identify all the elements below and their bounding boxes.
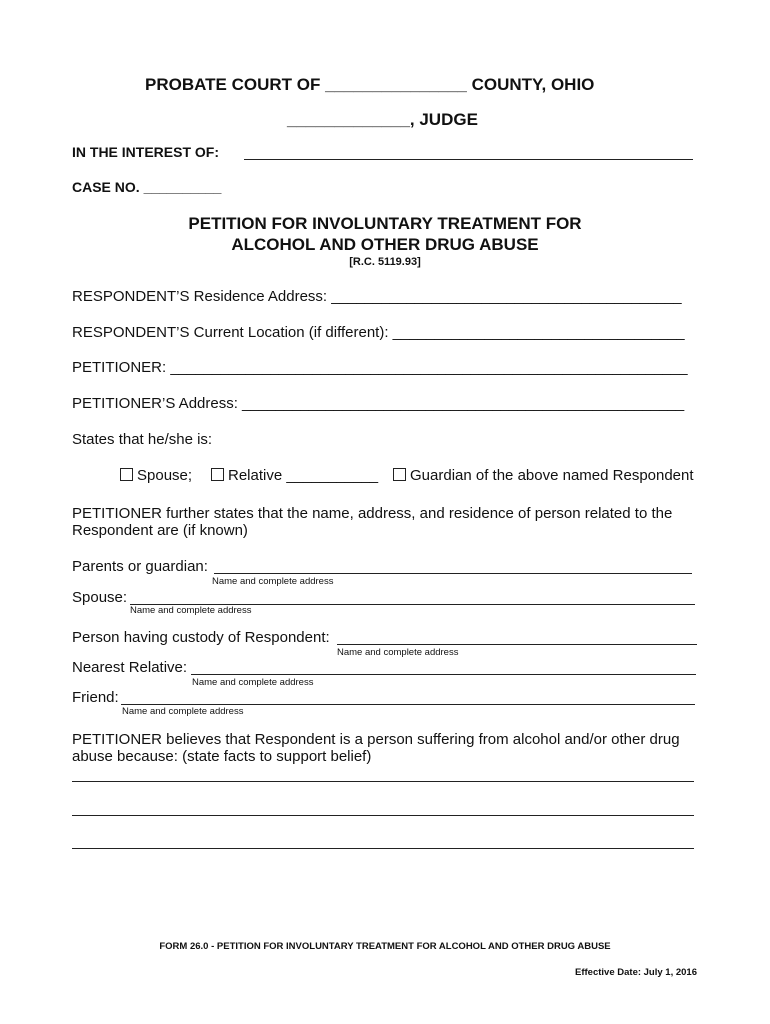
spouse-caption: Name and complete address	[130, 605, 252, 616]
spouse-label: Spouse:	[72, 589, 128, 606]
spouse-checkbox[interactable]	[120, 468, 133, 481]
case-number-label: CASE NO. __________	[72, 179, 222, 195]
nearest-relative-field[interactable]	[191, 674, 696, 675]
statute-reference: [R.C. 5119.93]	[349, 256, 421, 268]
guardian-option[interactable]	[393, 467, 694, 484]
states-intro: States that he/she is:	[72, 431, 213, 448]
friend-field[interactable]	[121, 704, 695, 705]
petition-title-line1: PETITION FOR INVOLUNTARY TREATMENT FOR	[188, 214, 582, 233]
friend-caption: Name and complete address	[122, 706, 244, 717]
relative-option[interactable]	[211, 467, 378, 484]
further-statement-line2: Respondent are (if known)	[72, 522, 248, 539]
interest-field[interactable]	[244, 159, 693, 160]
residence-address-field[interactable]: RESPONDENT’S Residence Address: __________________________________________	[72, 288, 682, 305]
further-statement-line1: PETITIONER further states that the name, address, and residence of person related to the	[72, 505, 673, 522]
spouse-option-label: Spouse;	[137, 467, 193, 484]
belief-statement-line1: PETITIONER believes that Respondent is a person suffering from alcohol and/or other drug	[72, 731, 680, 748]
nearest-relative-label: Nearest Relative:	[72, 659, 188, 676]
petition-title-line2: ALCOHOL AND OTHER DRUG ABUSE	[231, 235, 539, 254]
parents-guardian-label: Parents or guardian:	[72, 558, 208, 575]
parents-guardian-caption: Name and complete address	[212, 576, 334, 587]
petitioner-address-field[interactable]: PETITIONER’S Address: _____________________________________________________	[72, 395, 685, 412]
nearest-relative-caption: Name and complete address	[192, 677, 314, 688]
spouse-option[interactable]	[120, 467, 192, 484]
relative-checkbox[interactable]	[211, 468, 224, 481]
friend-label: Friend:	[72, 689, 119, 706]
facts-line-3[interactable]	[72, 848, 694, 849]
petitioner-field[interactable]: PETITIONER: ______________________________________________________________	[72, 359, 688, 376]
judge-heading: _____________, JUDGE	[287, 110, 478, 129]
custody-caption: Name and complete address	[337, 647, 459, 658]
form-title-footer: FORM 26.0 - PETITION FOR INVOLUNTARY TREATMENT FOR ALCOHOL AND OTHER DRUG ABUSE	[159, 941, 611, 952]
parents-guardian-field[interactable]	[214, 573, 692, 574]
relative-option-label: Relative ___________	[228, 467, 379, 484]
custody-field[interactable]	[337, 644, 697, 645]
guardian-option-label: Guardian of the above named Respondent	[410, 467, 694, 484]
facts-line-2[interactable]	[72, 815, 694, 816]
effective-date: Effective Date: July 1, 2016	[575, 967, 697, 978]
court-heading: PROBATE COURT OF _______________ COUNTY, OHIO	[145, 75, 595, 94]
guardian-checkbox[interactable]	[393, 468, 406, 481]
custody-label: Person having custody of Respondent:	[72, 629, 330, 646]
belief-statement-line2: abuse because: (state facts to support belief)	[72, 748, 372, 765]
interest-label: IN THE INTEREST OF:	[72, 144, 219, 160]
facts-line-1[interactable]	[72, 781, 694, 782]
current-location-field[interactable]: RESPONDENT’S Current Location (if different): ___________________________________	[72, 324, 685, 341]
